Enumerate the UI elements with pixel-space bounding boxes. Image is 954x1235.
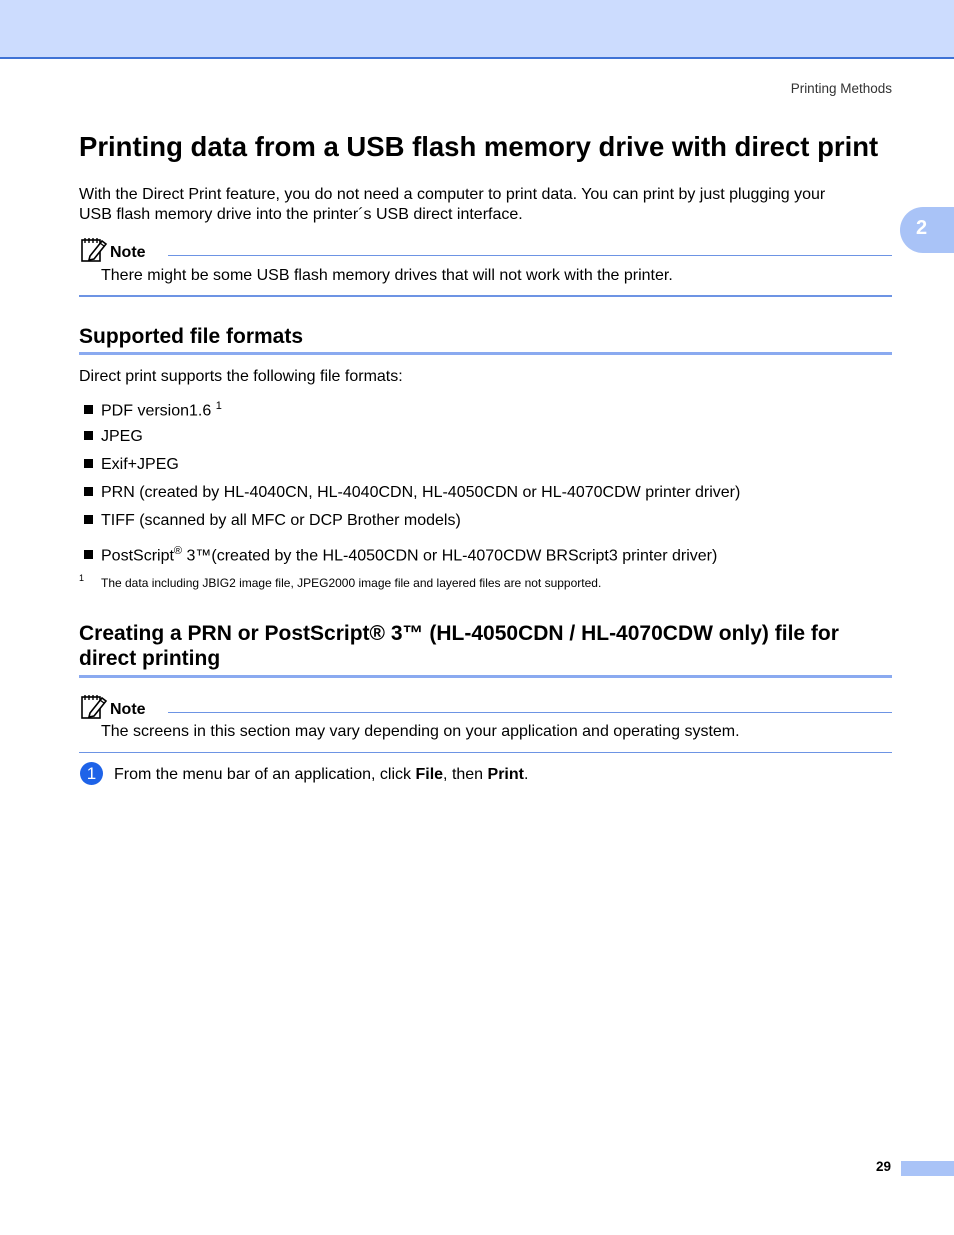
note-text: There might be some USB flash memory drives that will not work with the printer.	[101, 267, 673, 284]
note-bottom-rule	[79, 752, 892, 753]
list-item: PRN (created by HL-4040CN, HL-4040CDN, HL-4050CDN or HL-4070CDW printer driver)	[84, 484, 740, 502]
footnote-ref: 1	[215, 400, 222, 412]
footer-bar	[901, 1161, 954, 1176]
menu-print-label: Print	[487, 766, 524, 783]
bullet-icon	[84, 515, 93, 524]
header-band	[0, 0, 954, 59]
note-rule	[168, 712, 892, 713]
note-rule	[168, 255, 892, 256]
note-pencil-icon	[80, 236, 108, 264]
list-item: JPEG	[84, 428, 143, 446]
page-number: 29	[876, 1159, 892, 1174]
section-rule	[79, 352, 892, 355]
bullet-icon	[84, 405, 93, 414]
list-item: PDF version1.6 $^1$	[84, 400, 222, 420]
running-head: Printing Methods	[790, 81, 892, 96]
section-heading-creating-prn	[79, 621, 839, 671]
note-label: Note	[110, 244, 146, 261]
intro-line-2: USB flash memory drive into the printer´s USB direct interface.	[79, 206, 523, 223]
section-heading-line-1: Creating a PRN or PostScript® 3™ (HL-4050CDN / HL-4070CDW only) file for	[79, 622, 839, 645]
page-title: Printing data from a USB flash memory drive with direct print	[79, 131, 879, 162]
footnote-mark: 1	[79, 573, 85, 583]
menu-file-label: File	[415, 766, 444, 783]
chapter-tab	[900, 207, 954, 253]
bullet-icon	[84, 487, 93, 496]
intro-line-1: With the Direct Print feature, you do not need a computer to print data. You can print by just plugging your	[79, 186, 826, 203]
section-heading-line-2: direct printing	[79, 647, 221, 670]
bullet-icon	[84, 431, 93, 440]
registered-mark: ®	[173, 545, 183, 557]
intro-paragraph	[79, 185, 825, 225]
section-heading-supported-formats: Supported file formats	[79, 325, 304, 348]
note-header	[80, 693, 892, 721]
note-text: The screens in this section may vary depending on your application and operating system.	[101, 723, 740, 740]
note-header	[80, 236, 892, 264]
bullet-icon	[84, 550, 93, 559]
note-label: Note	[110, 701, 146, 718]
step-text: From the menu bar of an application, click File, then Print.	[114, 766, 529, 783]
section-lead: Direct print supports the following file formats:	[79, 368, 403, 385]
note-pencil-icon	[80, 693, 108, 721]
list-item: TIFF (scanned by all MFC or DCP Brother models)	[84, 512, 461, 530]
step-number-badge: 1	[80, 762, 103, 785]
list-item: Exif+JPEG	[84, 456, 179, 474]
chapter-number: 2	[916, 217, 928, 239]
list-item: PostScript® 3™(created by the HL-4050CDN or HL-4070CDW BRScript3 printer driver)	[84, 545, 717, 565]
bullet-icon	[84, 459, 93, 468]
section-rule	[79, 675, 892, 678]
note-bottom-rule	[79, 295, 892, 297]
footnote-text: The data including JBIG2 image file, JPEG2000 image file and layered files are not supported.	[101, 576, 602, 590]
